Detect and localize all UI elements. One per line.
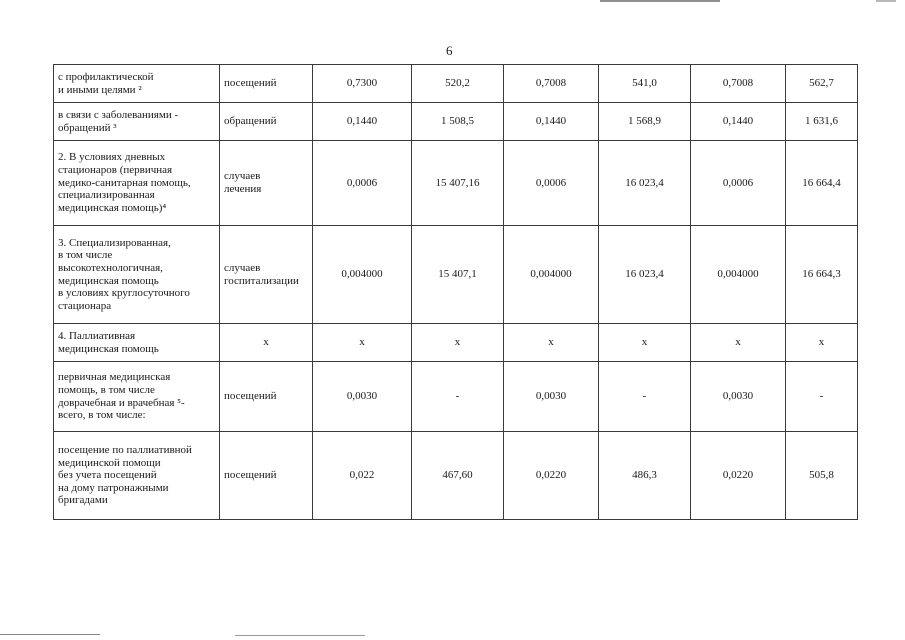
row-unit bbox=[220, 141, 313, 226]
row-unit-line: обращений bbox=[224, 115, 277, 128]
table-row bbox=[54, 103, 858, 141]
scan-artifact bbox=[876, 0, 896, 2]
row-name bbox=[54, 432, 220, 520]
row-unit-line: х bbox=[263, 336, 269, 349]
row-name-line: медицинская помощь bbox=[58, 274, 159, 287]
row-name-line: медицинской помощи bbox=[58, 456, 161, 469]
data-table bbox=[53, 64, 858, 520]
value-cell: х bbox=[504, 324, 599, 362]
value-cell: 0,022 bbox=[313, 432, 412, 520]
row-name-line: специализированная bbox=[58, 189, 155, 202]
value-cell: х bbox=[599, 324, 691, 362]
value-cell: 0,004000 bbox=[691, 226, 786, 324]
row-name-line: стационаров (первичная bbox=[58, 164, 173, 177]
row-name-line: посещение по паллиативной bbox=[58, 443, 192, 456]
table-row bbox=[54, 65, 858, 103]
row-name-line: и иными целями ² bbox=[58, 83, 142, 96]
row-name-line: без учета посещений bbox=[58, 469, 157, 482]
value-cell: 0,0030 bbox=[504, 362, 599, 432]
scan-artifact bbox=[600, 0, 720, 2]
row-unit-line: посещений bbox=[224, 77, 277, 90]
row-unit-line: случаев bbox=[224, 170, 261, 183]
value-cell: 0,0220 bbox=[504, 432, 599, 520]
value-cell: 0,0030 bbox=[313, 362, 412, 432]
row-name-line: на дому патронажными bbox=[58, 481, 169, 494]
row-name-line: медицинская помощь)⁴ bbox=[58, 201, 167, 214]
page-number: 6 bbox=[446, 43, 453, 58]
value-cell: 562,7 bbox=[786, 65, 858, 103]
row-name-line: обращений ³ bbox=[58, 121, 117, 134]
value-cell: 541,0 bbox=[599, 65, 691, 103]
row-name-line: бригадами bbox=[58, 494, 108, 507]
row-name-line: с профилактической bbox=[58, 70, 154, 83]
value-cell: 0,1440 bbox=[313, 103, 412, 141]
value-cell: 1 631,6 bbox=[786, 103, 858, 141]
value-cell: 0,0006 bbox=[504, 141, 599, 226]
table-row bbox=[54, 141, 858, 226]
row-name-line: медико-санитарная помощь, bbox=[58, 176, 191, 189]
value-cell: 16 664,3 bbox=[786, 226, 858, 324]
table-row bbox=[54, 324, 858, 362]
row-unit-line: посещений bbox=[224, 469, 277, 482]
value-cell: 0,1440 bbox=[691, 103, 786, 141]
value-cell: 16 023,4 bbox=[599, 226, 691, 324]
value-cell: 0,0030 bbox=[691, 362, 786, 432]
table-row bbox=[54, 362, 858, 432]
value-cell: 0,004000 bbox=[313, 226, 412, 324]
row-name-line: медицинская помощь bbox=[58, 342, 159, 355]
row-name-line: в том числе bbox=[58, 249, 113, 262]
table-row bbox=[54, 432, 858, 520]
value-cell: 16 664,4 bbox=[786, 141, 858, 226]
row-unit-line: госпитализации bbox=[224, 274, 299, 287]
value-cell: 0,0006 bbox=[313, 141, 412, 226]
row-unit-line: лечения bbox=[224, 183, 262, 195]
row-name-line: 2. В условиях дневных bbox=[58, 151, 166, 164]
value-cell: 15 407,16 bbox=[412, 141, 504, 226]
value-cell: 0,004000 bbox=[504, 226, 599, 324]
row-name-line: стационара bbox=[58, 299, 112, 312]
value-cell: 0,1440 bbox=[504, 103, 599, 141]
row-name bbox=[54, 103, 220, 141]
scan-artifact bbox=[235, 635, 365, 636]
row-name-line: в условиях круглосуточного bbox=[58, 287, 190, 300]
row-name bbox=[54, 65, 220, 103]
row-unit-line: посещений bbox=[224, 390, 277, 403]
row-unit bbox=[220, 65, 313, 103]
value-cell: х bbox=[412, 324, 504, 362]
row-unit bbox=[220, 362, 313, 432]
value-cell: - bbox=[412, 362, 504, 432]
row-name bbox=[54, 141, 220, 226]
row-unit bbox=[220, 432, 313, 520]
value-cell: х bbox=[786, 324, 858, 362]
row-name-line: в связи с заболеваниями - bbox=[58, 108, 179, 121]
value-cell: 15 407,1 bbox=[412, 226, 504, 324]
value-cell: - bbox=[786, 362, 858, 432]
value-cell: 486,3 bbox=[599, 432, 691, 520]
scan-artifact bbox=[0, 634, 100, 635]
value-cell: 0,7008 bbox=[504, 65, 599, 103]
row-name bbox=[54, 226, 220, 324]
row-name-line: первичная медицинская bbox=[58, 371, 171, 384]
value-cell: 0,7300 bbox=[313, 65, 412, 103]
value-cell: 0,7008 bbox=[691, 65, 786, 103]
value-cell: 467,60 bbox=[412, 432, 504, 520]
row-unit-line: случаев bbox=[224, 261, 261, 274]
row-unit bbox=[220, 226, 313, 324]
row-name bbox=[54, 324, 220, 362]
value-cell: - bbox=[599, 362, 691, 432]
value-cell: 520,2 bbox=[412, 65, 504, 103]
value-cell: х bbox=[691, 324, 786, 362]
value-cell: 16 023,4 bbox=[599, 141, 691, 226]
value-cell: 1 568,9 bbox=[599, 103, 691, 141]
row-name-line: помощь, в том числе bbox=[58, 383, 155, 396]
row-name bbox=[54, 362, 220, 432]
row-name-line: 4. Паллиативная bbox=[58, 329, 136, 342]
value-cell: х bbox=[313, 324, 412, 362]
value-cell: 1 508,5 bbox=[412, 103, 504, 141]
row-name-line: 3. Специализированная, bbox=[58, 236, 171, 249]
row-name-line: всего, в том числе: bbox=[58, 409, 146, 422]
table-row bbox=[54, 226, 858, 324]
row-name-line: доврачебная и врачебная ⁵- bbox=[58, 396, 185, 409]
row-unit bbox=[220, 103, 313, 141]
value-cell: 0,0006 bbox=[691, 141, 786, 226]
row-name-line: высокотехнологичная, bbox=[58, 261, 163, 274]
value-cell: 0,0220 bbox=[691, 432, 786, 520]
row-unit bbox=[220, 324, 313, 362]
value-cell: 505,8 bbox=[786, 432, 858, 520]
